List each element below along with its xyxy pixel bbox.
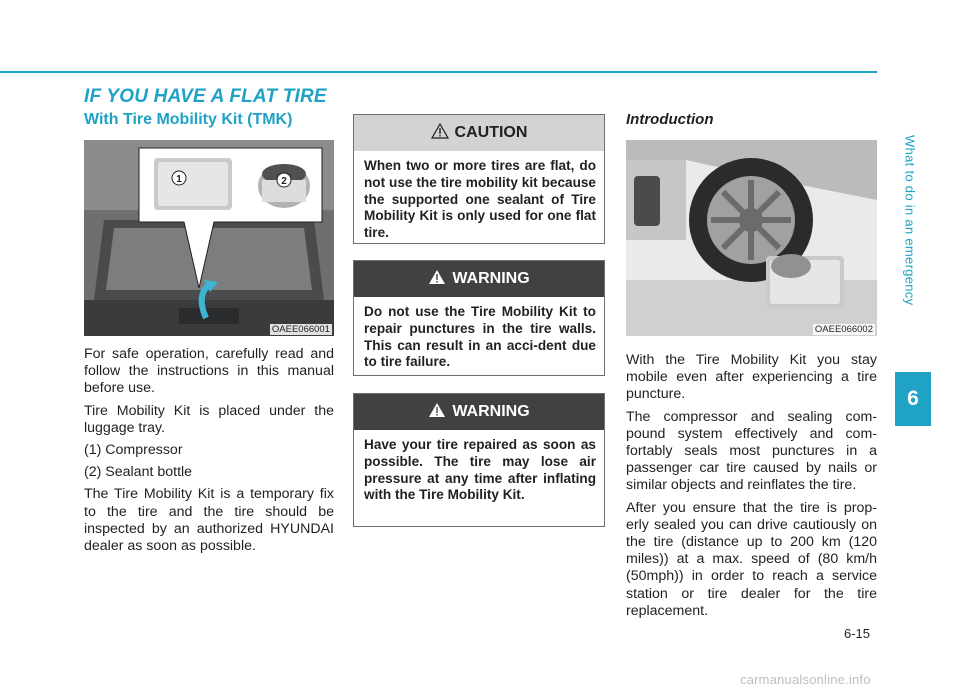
warning-triangle-icon: [428, 269, 446, 290]
warning-title: WARNING: [452, 270, 530, 287]
trunk-illustration: [84, 140, 334, 336]
list-item: (2) Sealant bottle: [84, 464, 193, 481]
watermark: carmanualsonline.info: [740, 672, 871, 687]
header-rule: [0, 71, 877, 73]
paragraph: The Tire Mobility Kit is a temporary fix to the tire and the tire should be inspected by an authorized HYUNDAI dealer as soon as possible.: [84, 486, 334, 555]
warning-box: [353, 393, 605, 527]
warning-title: WARNING: [452, 403, 530, 420]
list-item: (1) Compressor: [84, 442, 183, 459]
caution-header: [354, 115, 604, 151]
trunk-kit-image: [84, 140, 334, 336]
warning-header: [354, 394, 604, 430]
image-code: OAEE066002: [814, 324, 873, 335]
paragraph: For safe operation, carefully read and follow the instructions in this manual before use.: [84, 346, 334, 397]
caution-triangle-icon: [431, 123, 449, 144]
left-body-text: [84, 346, 334, 560]
introduction-title: Introduction: [626, 111, 714, 128]
chapter-tab: 6: [895, 372, 931, 426]
warning-triangle-icon: [428, 402, 446, 423]
section-title: IF YOU HAVE A FLAT TIRE: [84, 86, 327, 107]
chapter-label-text: What to do in an emergency: [902, 134, 918, 306]
image-code: OAEE066001: [271, 324, 330, 335]
paragraph: After you ensure that the tire is prop-erly sealed you can drive cautiously on the tire (distance up to 200 km (120 miles)) at a max. speed of (80 km/h (50mph)) in order to reach a service station or tire dealer for the tire replacement.: [626, 499, 877, 619]
warning-text: Have your tire repaired as soon as possible. The tire may lose air pressure at any time after inflating with the Tire Mobility Kit.: [364, 437, 596, 503]
caution-box: [353, 114, 605, 244]
warning-text: Do not use the Tire Mobility Kit to repair punctures in the tire walls. This can result in an acci-dent due to tire failure.: [364, 304, 596, 370]
callout-1: 1: [176, 174, 182, 185]
caution-title: CAUTION: [454, 124, 528, 141]
page-number: 6-15: [844, 626, 871, 641]
wheel-illustration: [626, 140, 877, 336]
subsection-title: With Tire Mobility Kit (TMK): [84, 111, 293, 128]
warning-box: [353, 260, 605, 376]
paragraph: With the Tire Mobility Kit you stay mobile even after experiencing a tire puncture.: [626, 352, 877, 403]
chapter-side-label: [890, 70, 930, 370]
paragraph: The compressor and sealing com-pound system effectively and com-fortably seals most punctures in a passenger car tire caused by nails or similar objects and reinflates the tire.: [626, 408, 877, 494]
warning-header: [354, 261, 604, 297]
right-body-text: [626, 352, 877, 625]
tire-compressor-image: [626, 140, 877, 336]
caution-text: When two or more tires are flat, do not use the tire mobility kit because the supported one sealant of Tire Mobility Kit is only used for one flat tire.: [364, 158, 596, 241]
callout-2: 2: [281, 176, 287, 187]
paragraph: Tire Mobility Kit is placed under the luggage tray.: [84, 402, 334, 436]
